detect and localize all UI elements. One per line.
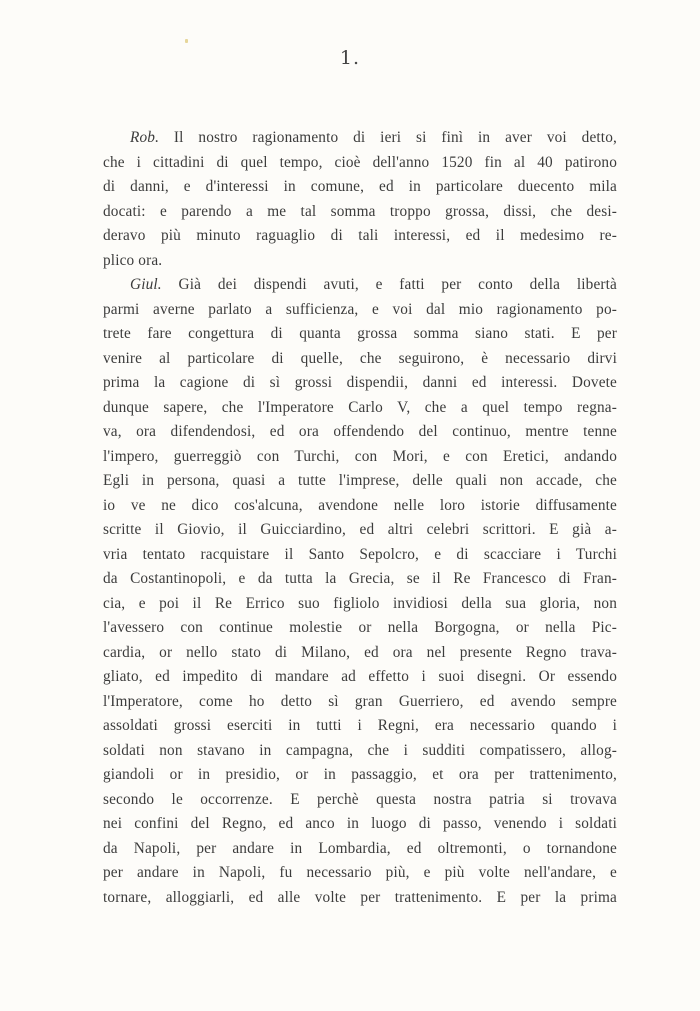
text-line: vria tentato racquistare il Santo Sepolcro, e di scacciare i Turchi: [103, 545, 617, 563]
text-line: io ve ne dico cos'alcuna, avendone nelle loro istorie diffusamente: [103, 496, 617, 514]
text-line: deravo più minuto raguaglio di tali interessi, ed il medesimo re-: [103, 227, 617, 244]
text-line: soldati non stavano in campagna, che i sudditi compatissero, allog-: [103, 741, 617, 759]
text-line: l'impero, guerreggiò con Turchi, con Mori, e con Eretici, andando: [103, 447, 617, 465]
text-line: nei confini del Regno, ed anco in luogo di passo, venendo i soldati: [103, 815, 617, 832]
text-line: secondo le occorrenze. E perchè questa nostra patria si trovava: [103, 790, 617, 808]
paper-speck: [185, 39, 188, 43]
line-text: Il nostro ragionamento di ieri si finì in aver voi detto,: [159, 129, 617, 146]
text-line: cia, e poi il Re Errico suo figliolo invidiosi della sua gloria, non: [103, 594, 617, 612]
text-line: l'avessero con continue molestie or nella Borgogna, or nella Pic-: [103, 619, 617, 636]
text-line: venire al particolare di quelle, che seguirono, è necessario dirvi: [103, 349, 617, 367]
text-line: assoldati grossi eserciti in tutti i Regni, era necessario quando i: [103, 717, 617, 734]
text-line: da Costantinopoli, e da tutta la Grecia, se il Re Francesco di Fran-: [103, 570, 617, 587]
text-line: giandoli or in presidio, or in passaggio, et ora per trattenimento,: [103, 766, 617, 783]
text-line: per andare in Napoli, fu necessario più, e più volte nell'andare, e: [103, 864, 617, 881]
text-line: plico ora.: [103, 251, 163, 269]
line-text: Già dei dispendi avuti, e fatti per conto della libertà: [161, 276, 617, 293]
text-line: di danni, e d'interessi in comune, ed in particolare duecento mila: [103, 178, 617, 195]
text-line: trete fare congettura di quanta grossa somma siano stati. E per: [103, 325, 617, 342]
text-line: gliato, ed impedito di mandare ad effetto i suoi disegni. Or essendo: [103, 668, 617, 685]
text-line: dunque sapere, che l'Imperatore Carlo V, che a quel tempo regna-: [103, 398, 617, 416]
body-text: [103, 126, 617, 910]
page-number: 1.: [339, 47, 361, 69]
text-line: che i cittadini di quel tempo, cioè dell'anno 1520 fin al 40 patirono: [103, 153, 617, 171]
text-line: prima la cagione di sì grossi dispendii, danni ed interessi. Dovete: [103, 374, 617, 391]
text-line: [103, 273, 617, 298]
text-line: parmi averne parlato a sufficienza, e voi dal mio ragionamento po-: [103, 300, 617, 318]
text-line: va, ora difendendosi, ed ora offendendo del continuo, mentre tenne: [103, 423, 617, 440]
text-line: Egli in persona, quasi a tutte l'imprese, delle quali non accade, che: [103, 472, 617, 489]
text-line: l'Imperatore, come ho detto sì gran Guerriero, ed avendo sempre: [103, 692, 617, 710]
text-line: tornare, alloggiarli, ed alle volte per trattenimento. E per la prima: [103, 888, 617, 906]
text-line: docati: e parendo a me tal somma troppo grossa, dissi, che desi-: [103, 202, 617, 220]
text-line: cardia, or nello stato di Milano, ed ora nel presente Regno trava-: [103, 643, 617, 661]
text-line: [103, 126, 617, 151]
speaker-label: Rob.: [130, 129, 160, 146]
speaker-label: Giul.: [130, 276, 162, 293]
text-line: da Napoli, per andare in Lombardia, ed oltremonti, o tornandone: [103, 839, 617, 857]
text-line: scritte il Giovio, il Guicciardino, ed altri celebri scrittori. E già a-: [103, 521, 617, 538]
